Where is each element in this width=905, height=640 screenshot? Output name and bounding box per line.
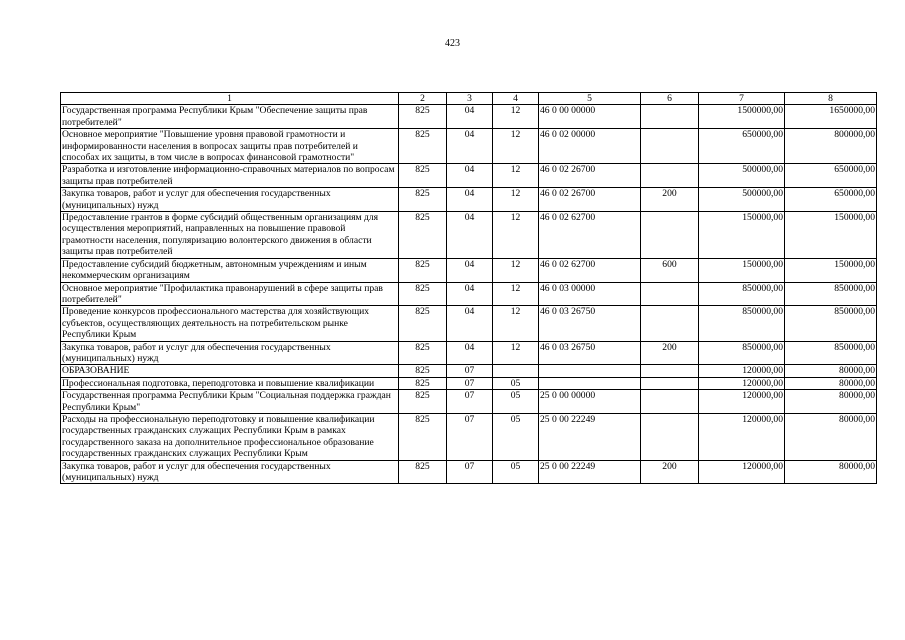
subsection-code-cell: 12 (493, 105, 539, 129)
subsection-code-cell (493, 365, 539, 377)
row-name-cell: Профессиональная подготовка, переподготовка и повышение квалификации (61, 377, 399, 389)
amount-year2-cell: 80000,00 (785, 377, 877, 389)
section-code-cell: 07 (447, 460, 493, 484)
section-code-cell: 07 (447, 413, 493, 460)
expense-type-cell: 600 (641, 258, 699, 282)
target-article-cell: 46 0 02 00000 (539, 129, 641, 164)
amount-year2-cell: 800000,00 (785, 129, 877, 164)
expense-type-cell: 200 (641, 188, 699, 212)
amount-year1-cell: 150000,00 (699, 258, 785, 282)
amount-year2-cell: 850000,00 (785, 282, 877, 306)
header-cell: 6 (641, 93, 699, 105)
amount-year2-cell: 80000,00 (785, 365, 877, 377)
amount-year1-cell: 850000,00 (699, 341, 785, 365)
section-code-cell: 07 (447, 365, 493, 377)
amount-year2-cell: 80000,00 (785, 390, 877, 414)
row-name-cell: Основное мероприятие "Повышение уровня правовой грамотности и информированности населения в вопросах защиты прав потребителей и способах их защиты, в том числе в вопросах финансовой грамотности" (61, 129, 399, 164)
target-article-cell: 25 0 00 22249 (539, 413, 641, 460)
section-code-cell: 04 (447, 164, 493, 188)
expense-type-cell (641, 413, 699, 460)
amount-year1-cell: 150000,00 (699, 212, 785, 259)
admin-code-cell: 825 (399, 258, 447, 282)
subsection-code-cell: 12 (493, 341, 539, 365)
target-article-cell: 46 0 03 26750 (539, 341, 641, 365)
row-name-cell: Закупка товаров, работ и услуг для обеспечения государственных (муниципальных) нужд (61, 188, 399, 212)
admin-code-cell: 825 (399, 188, 447, 212)
expense-type-cell (641, 105, 699, 129)
page-number: 423 (445, 38, 460, 49)
table-row (61, 341, 877, 365)
expense-type-cell (641, 365, 699, 377)
header-cell: 3 (447, 93, 493, 105)
row-name-cell: Проведение конкурсов профессионального мастерства для хозяйствующих субъектов, осуществляющих деятельность на потребительском рынке Республики Крым (61, 306, 399, 341)
admin-code-cell: 825 (399, 282, 447, 306)
target-article-cell: 46 0 02 62700 (539, 258, 641, 282)
expense-type-cell: 200 (641, 460, 699, 484)
table-row (61, 188, 877, 212)
table-row (61, 282, 877, 306)
header-cell: 7 (699, 93, 785, 105)
expense-type-cell (641, 390, 699, 414)
subsection-code-cell: 12 (493, 164, 539, 188)
amount-year1-cell: 120000,00 (699, 365, 785, 377)
subsection-code-cell: 12 (493, 306, 539, 341)
amount-year1-cell: 500000,00 (699, 188, 785, 212)
row-name-cell: Закупка товаров, работ и услуг для обеспечения государственных (муниципальных) нужд (61, 460, 399, 484)
amount-year1-cell: 850000,00 (699, 306, 785, 341)
admin-code-cell: 825 (399, 377, 447, 389)
table-row (61, 365, 877, 377)
amount-year1-cell: 650000,00 (699, 129, 785, 164)
subsection-code-cell: 05 (493, 377, 539, 389)
expense-type-cell (641, 377, 699, 389)
subsection-code-cell: 12 (493, 212, 539, 259)
subsection-code-cell: 12 (493, 129, 539, 164)
section-code-cell: 07 (447, 390, 493, 414)
expense-type-cell (641, 306, 699, 341)
row-name-cell: Предоставление субсидий бюджетным, автономным учреждениям и иным некоммерческим организациям (61, 258, 399, 282)
subsection-code-cell: 05 (493, 413, 539, 460)
target-article-cell: 46 0 00 00000 (539, 105, 641, 129)
amount-year1-cell: 120000,00 (699, 460, 785, 484)
subsection-code-cell: 05 (493, 390, 539, 414)
subsection-code-cell: 05 (493, 460, 539, 484)
budget-table (60, 92, 877, 484)
target-article-cell (539, 377, 641, 389)
target-article-cell: 25 0 00 00000 (539, 390, 641, 414)
row-name-cell: Государственная программа Республики Крым "Социальная поддержка граждан Республики Крым" (61, 390, 399, 414)
table-row (61, 377, 877, 389)
table-row (61, 129, 877, 164)
amount-year1-cell: 850000,00 (699, 282, 785, 306)
section-code-cell: 04 (447, 306, 493, 341)
row-name-cell: Предоставление грантов в форме субсидий общественным организациям для осуществления мероприятий, направленных на повышение правовой грамотности населения, популяризацию волонтерского движения в области защиты прав потребителей (61, 212, 399, 259)
admin-code-cell: 825 (399, 341, 447, 365)
section-code-cell: 04 (447, 341, 493, 365)
amount-year1-cell: 120000,00 (699, 377, 785, 389)
section-code-cell: 04 (447, 212, 493, 259)
section-code-cell: 04 (447, 282, 493, 306)
expense-type-cell (641, 129, 699, 164)
target-article-cell: 25 0 00 22249 (539, 460, 641, 484)
row-name-cell: ОБРАЗОВАНИЕ (61, 365, 399, 377)
table-row (61, 105, 877, 129)
target-article-cell: 46 0 02 62700 (539, 212, 641, 259)
target-article-cell: 46 0 03 26750 (539, 306, 641, 341)
header-cell: 5 (539, 93, 641, 105)
header-row (61, 93, 877, 105)
target-article-cell: 46 0 02 26700 (539, 188, 641, 212)
section-code-cell: 04 (447, 258, 493, 282)
amount-year1-cell: 500000,00 (699, 164, 785, 188)
amount-year2-cell: 80000,00 (785, 460, 877, 484)
admin-code-cell: 825 (399, 129, 447, 164)
header-cell: 1 (61, 93, 399, 105)
subsection-code-cell: 12 (493, 188, 539, 212)
table-row (61, 306, 877, 341)
amount-year2-cell: 650000,00 (785, 188, 877, 212)
section-code-cell: 07 (447, 377, 493, 389)
amount-year1-cell: 120000,00 (699, 413, 785, 460)
table-row (61, 212, 877, 259)
header-cell: 2 (399, 93, 447, 105)
subsection-code-cell: 12 (493, 282, 539, 306)
header-cell: 4 (493, 93, 539, 105)
row-name-cell: Закупка товаров, работ и услуг для обеспечения государственных (муниципальных) нужд (61, 341, 399, 365)
admin-code-cell: 825 (399, 413, 447, 460)
table-row (61, 390, 877, 414)
row-name-cell: Разработка и изготовление информационно-справочных материалов по вопросам защиты прав потребителей (61, 164, 399, 188)
expense-type-cell (641, 282, 699, 306)
amount-year2-cell: 150000,00 (785, 258, 877, 282)
admin-code-cell: 825 (399, 212, 447, 259)
admin-code-cell: 825 (399, 306, 447, 341)
amount-year2-cell: 1650000,00 (785, 105, 877, 129)
table-row (61, 258, 877, 282)
table-row (61, 460, 877, 484)
target-article-cell: 46 0 02 26700 (539, 164, 641, 188)
admin-code-cell: 825 (399, 365, 447, 377)
amount-year1-cell: 1500000,00 (699, 105, 785, 129)
amount-year2-cell: 650000,00 (785, 164, 877, 188)
table-row (61, 413, 877, 460)
row-name-cell: Расходы на профессиональную переподготовку и повышение квалификации государственных гражданских служащих Республики Крым в рамках государственного заказа на дополнительное профессиональное образование государственных гражданских служащих Республики Крым (61, 413, 399, 460)
amount-year2-cell: 850000,00 (785, 341, 877, 365)
section-code-cell: 04 (447, 188, 493, 212)
expense-type-cell (641, 212, 699, 259)
admin-code-cell: 825 (399, 164, 447, 188)
table-row (61, 164, 877, 188)
header-cell: 8 (785, 93, 877, 105)
amount-year1-cell: 120000,00 (699, 390, 785, 414)
admin-code-cell: 825 (399, 390, 447, 414)
amount-year2-cell: 150000,00 (785, 212, 877, 259)
target-article-cell (539, 365, 641, 377)
row-name-cell: Государственная программа Республики Крым "Обеспечение защиты прав потребителей" (61, 105, 399, 129)
admin-code-cell: 825 (399, 105, 447, 129)
subsection-code-cell: 12 (493, 258, 539, 282)
admin-code-cell: 825 (399, 460, 447, 484)
expense-type-cell (641, 164, 699, 188)
row-name-cell: Основное мероприятие "Профилактика правонарушений в сфере защиты прав потребителей" (61, 282, 399, 306)
section-code-cell: 04 (447, 105, 493, 129)
target-article-cell: 46 0 03 00000 (539, 282, 641, 306)
amount-year2-cell: 80000,00 (785, 413, 877, 460)
expense-type-cell: 200 (641, 341, 699, 365)
amount-year2-cell: 850000,00 (785, 306, 877, 341)
section-code-cell: 04 (447, 129, 493, 164)
